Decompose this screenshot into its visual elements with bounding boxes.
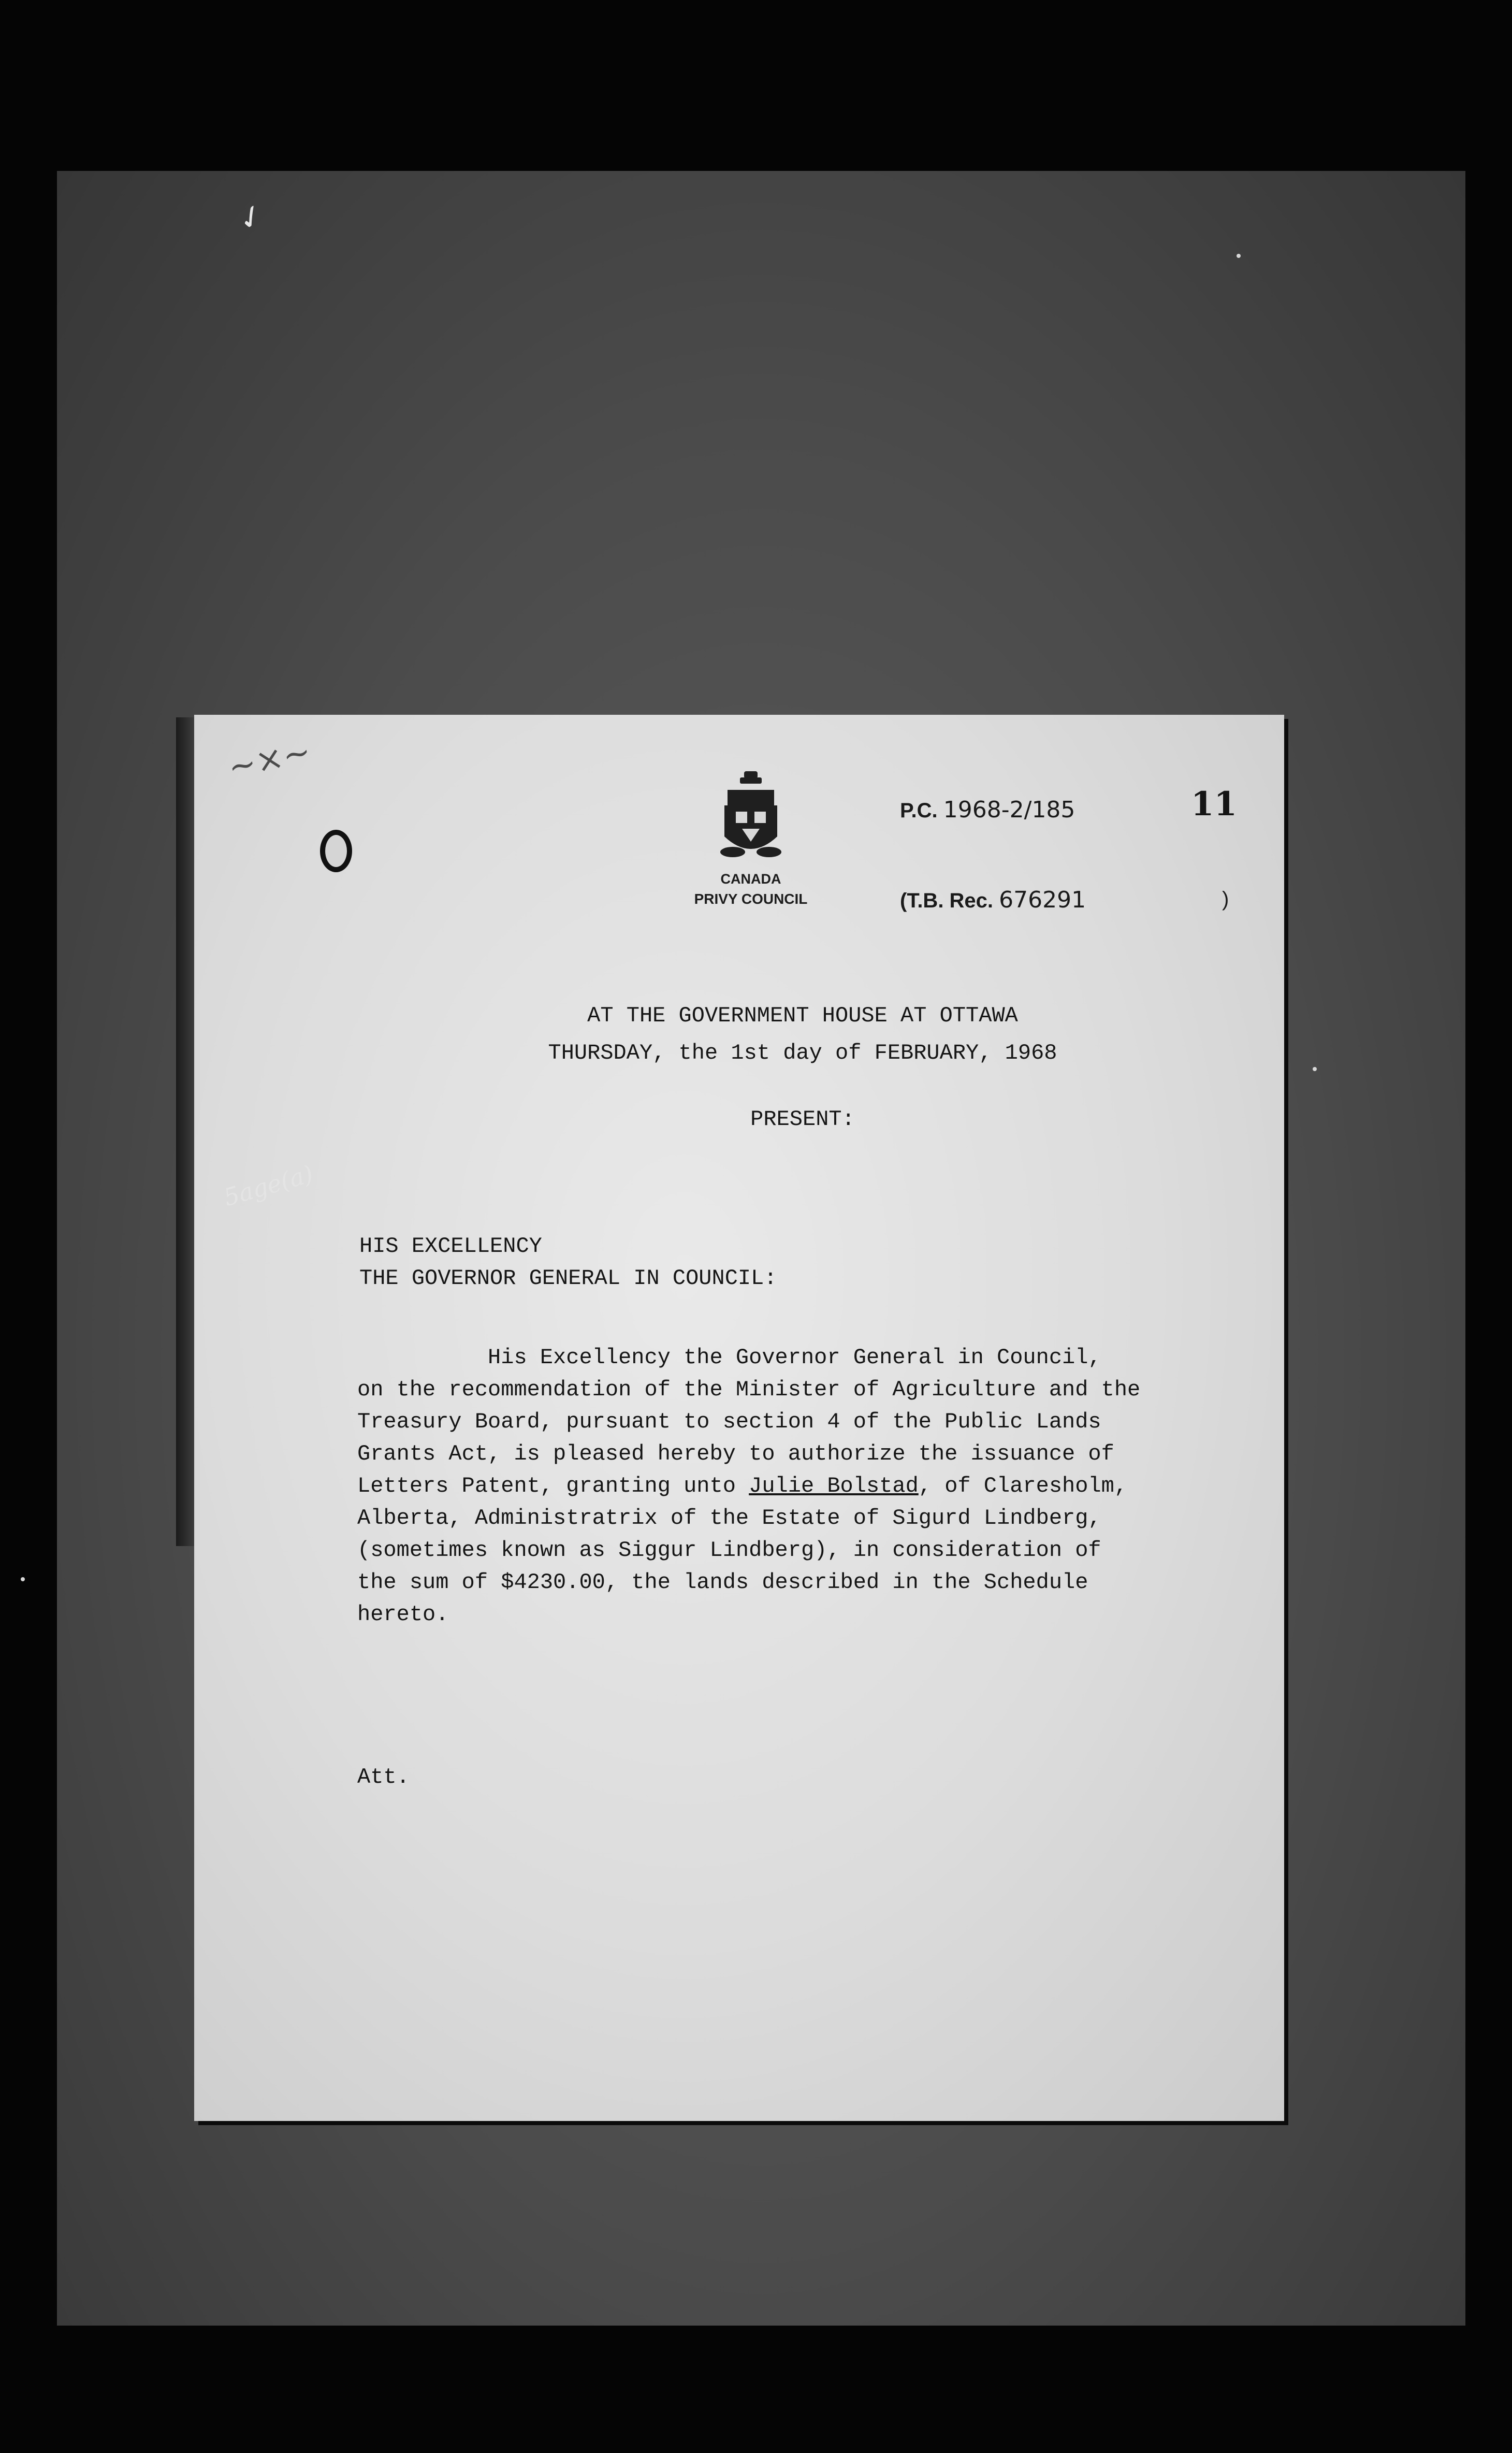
addressee-line-2: THE GOVERNOR GENERAL IN COUNCIL: [359,1266,777,1291]
handwritten-margin-note: 5age(a) [220,1159,316,1212]
tb-reference [900,887,1086,913]
pc-number: 1968-2/185 [943,797,1075,823]
attachment-label: Att. [357,1765,410,1790]
body-line: Grants Act, is pleased hereby to authorize the issuance of [357,1441,1114,1466]
order-body [357,1341,1140,1630]
body-line: His Excellency the Governor General in Council, [357,1345,1101,1370]
crest-caption-privy-council: PRIVY COUNCIL [694,891,808,907]
heading-place: AT THE GOVERNMENT HOUSE AT OTTAWA [587,1003,1018,1028]
corner-scribble: ∼×∼ [225,732,314,787]
body-line: hereto. [357,1602,449,1627]
body-line: Treasury Board, pursuant to section 4 of the Public Lands [357,1409,1101,1434]
canada-crest-icon [717,769,784,862]
present-label: PRESENT: [750,1107,855,1132]
body-line [357,1470,1140,1502]
body-text: , of Claresholm, [918,1474,1128,1498]
body-line: on the recommendation of the Minister of Agriculture and the [357,1377,1141,1402]
addressee-line-1: HIS EXCELLENCY [359,1234,542,1259]
scan-speck [1237,254,1241,258]
tb-label: (T.B. Rec. [900,889,994,912]
crest-caption-canada: CANADA [720,871,781,887]
grantee-name: Julie Bolstad [749,1474,919,1498]
punch-hole [320,830,352,872]
scan-speck [21,1577,25,1581]
scan-speck [1313,1067,1317,1071]
body-line: the sum of $4230.00, the lands described in the Schedule [357,1570,1088,1595]
tb-reference-close: ) [1222,888,1229,911]
pc-reference [900,797,1075,823]
page-number: 11 [1191,785,1238,824]
check-mark: ✓ [230,195,272,240]
pc-label: P.C. [900,799,938,822]
body-line: (sometimes known as Siggur Lindberg), in consideration of [357,1538,1101,1563]
tb-number: 676291 [999,887,1086,913]
body-line: Alberta, Administratrix of the Estate of Sigurd Lindberg, [357,1506,1101,1531]
body-text: Letters Patent, granting unto [357,1474,749,1498]
heading-date: THURSDAY, the 1st day of FEBRUARY, 1968 [548,1041,1057,1065]
